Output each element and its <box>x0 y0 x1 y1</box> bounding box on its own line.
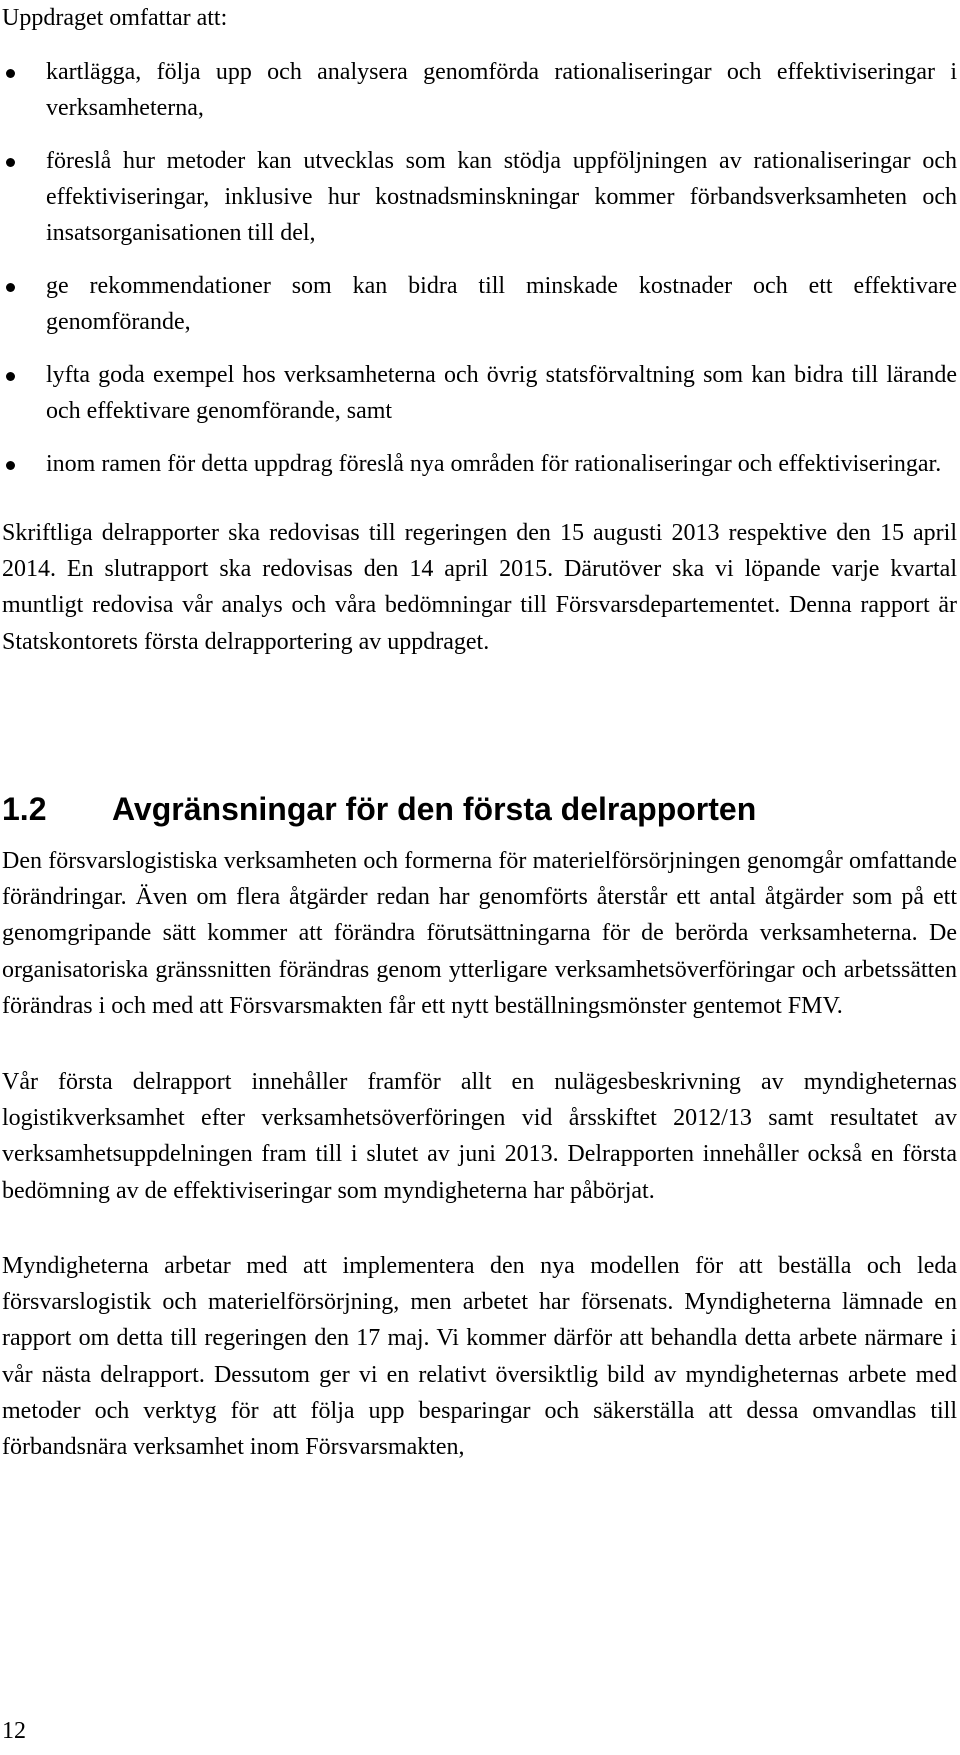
assignment-list <box>0 54 960 499</box>
section-title: Avgränsningar för den första delrapporten <box>112 791 757 827</box>
body-paragraph: Vår första delrapport innehåller framför allt en nulägesbeskrivning av myndigheternas logistikverksamhet efter verksamhetsöverföringen vid årsskiftet 2012/13 samt resultatet av verksamhetsuppdelningen fram till i slutet av juni 2013. Delrapporten innehåller också en första bedömning av de effektiviseringar som myndigheterna har påbörjat. <box>2 1069 957 1204</box>
section-heading <box>2 789 957 829</box>
list-item <box>0 357 960 429</box>
body-paragraph: Den försvarslogistiska verksamheten och formerna för materielförsörjningen genomgår omfattande förändringar. Även om flera åtgärder redan har genomförts återstår ett antal åtgärder som på ett genomgripande sätt kommer att förändra förutsättningarna för de berörda verksamheterna. De organisatoriska gränssnitten förändras genom ytterligare verksamhetsöverföringar och arbetssätten förändras i och med att Försvarsmakten får ett nytt beställningsmönster gentemot FMV. <box>2 848 957 1019</box>
bullet-icon <box>6 158 15 167</box>
list-item-text: inom ramen för detta uppdrag föreslå nya områden för rationaliseringar och effektiviseringar. <box>46 451 942 477</box>
bullet-icon <box>6 372 15 381</box>
list-item-text: ge rekommendationer som kan bidra till minskade kostnader och ett effektivare genomförande, <box>46 273 957 335</box>
bullet-icon <box>6 283 15 292</box>
bullet-icon <box>6 69 15 78</box>
list-item-text: kartlägga, följa upp och analysera genomförda rationaliseringar och effektiviseringar i verksamheterna, <box>46 59 957 121</box>
reports-paragraph: Skriftliga delrapporter ska redovisas till regeringen den 15 augusti 2013 respektive den 15 april 2014. En slutrapport ska redovisas den 14 april 2015. Därutöver ska vi löpande varje kvartal muntligt redovisa vår analys och våra bedömningar till Försvarsdepartementet. Denna rapport är Statskontorets första delrapportering av uppdraget. <box>2 520 957 655</box>
list-item-text: lyfta goda exempel hos verksamheterna och övrig statsförvaltning som kan bidra till lärande och effektivare genomförande, samt <box>46 362 957 424</box>
list-item-text: föreslå hur metoder kan utvecklas som kan stödja uppföljningen av rationaliseringar och effektiviseringar, inklusive hur kostnadsminskningar kommer förbandsverksamheten och insatsorganisationen till del, <box>46 148 957 246</box>
section-number: 1.2 <box>2 791 47 827</box>
bullet-icon <box>6 461 15 470</box>
body-paragraph: Myndigheterna arbetar med att implementera den nya modellen för att beställa och leda försvarslogistik och materielförsörjning, men arbetet har försenats. Myndigheterna lämnade en rapport om detta till regeringen den 17 maj. Vi kommer därför att behandla detta arbete närmare i vår nästa delrapport. Dessutom ger vi en relativt översiktlig bild av myndigheternas arbete med metoder och verktyg för att följa upp besparingar och säkerställa att dessa omvandlas till förbandsnära verksamhet inom Försvarsmakten, <box>2 1253 957 1461</box>
list-item <box>0 268 960 340</box>
page-number: 12 <box>2 1718 26 1744</box>
intro-text: Uppdraget omfattar att: <box>2 5 228 31</box>
list-item <box>0 143 960 251</box>
list-item <box>0 446 960 482</box>
list-item <box>0 54 960 126</box>
